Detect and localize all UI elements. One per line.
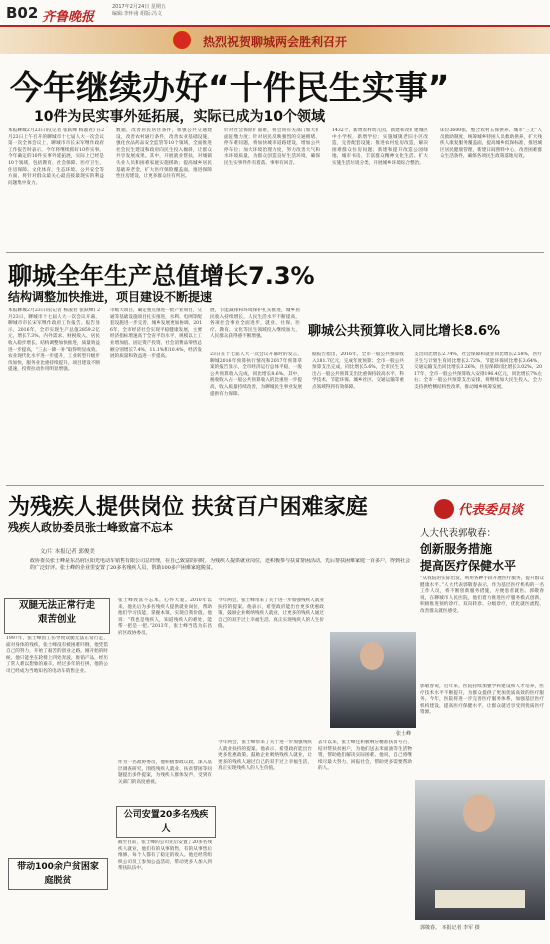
story4-column-5: 去年以来，张士峰还积极响应精准扶贫号召，结对帮扶贫困户，为他们送去米面油等生活物资，帮助他们解决实际困难。他说，自己将继续尽最大努力，回报社会，帮助更多需要帮助的人。 — [318, 740, 412, 772]
page-number: B02 — [6, 4, 39, 22]
rep-body-2: 郭敬春说，近年来，医院持续加强学科建设和人才培养，医疗技术水平不断提升，为群众提供了更加优质高效的医疗服务。今年，医院将进一步完善医疗服务体系，加强基层医疗机构建设，提高医疗保健水平，让群众就近享受到优质医疗资源。 — [420, 684, 544, 716]
subhead-box-3 — [116, 806, 216, 838]
subhead-1-line-2: 艰苦创业 — [37, 614, 76, 625]
subhead-box-2 — [8, 858, 108, 890]
story2-headline: 聊城全年生产总值增长7.3% — [8, 262, 315, 290]
rep-column-header — [434, 497, 542, 521]
subhead-2: 带动100余户贫困家庭脱贫 — [17, 862, 99, 886]
photo-zhang-shifeng — [330, 632, 416, 728]
subhead-box-1 — [4, 598, 110, 634]
story4-column-2b: 作为一名政协委员，他积极参政议政，深入基层调查研究，围绕残疾人就业、扶贫帮困等问题提出多件提案，为残疾人群体发声，受到有关部门的高度重视。 — [118, 760, 212, 785]
story1-column-1: 本报聊城2月23日讯(记者 张跃峰 杨淑君) 在2月23日上午召开的聊城市十七届人大一次会议第一次全体会议上，聊城市市长宋军继作政府工作报告时表示，今年将继续抓好10件实事。今年确定的10件实事外延拓展，实际上已经是10个领域，包括教育、社会保障、医疗卫生、住房保障、文化体育、生态环境、公共安全等方面，将针对群众最关心最直接最现实的利益问题集中发力。 — [8, 128, 104, 186]
newspaper-logo: 齐鲁晚报 — [42, 10, 95, 25]
story1-column-5: 床位3600张，整合农村五保供养、城市“三无”人员救助制度，统筹城乡特困人员救助供养，扩大残疾人康复服务覆盖面，提高城乡低保标准，推进城区居民健康管理，新建日间照料中心，改善困难群众生活条件，确保各项民生政策落地见效。 — [440, 128, 542, 160]
issue-date: 2017年2月24日 星期五 — [112, 4, 166, 10]
subhead-3: 公司安置20多名残疾人 — [123, 810, 209, 834]
story1-subtitle: 10件为民实事外延拓展，实际已成为10个领域 — [34, 109, 325, 125]
story3-headline: 聊城公共预算收入同比增长8.6% — [308, 324, 501, 339]
story1-headline: 今年继续办好“十件民生实事” — [10, 68, 450, 107]
subhead-1-line-1: 双腿无法正常行走 — [18, 600, 95, 611]
story1-column-3: 针对社会保险扩面难，将会同有关部门加大扩面征缴力度；针对居民反映强烈的交通拥堵、停车难问题，将加快城市道路建设，增加公共停车位；加大环境治理力度，努力改善大气和水环境质量，为群众创造良好生活环境，确保民生实事件件有着落、事事有回音。 — [224, 128, 320, 166]
story3-column-1: 23日在十七届人大一次会议开幕时的发言，聊城2016年预算执行情况和2017年预算草案的报告显示，全市经济运行总体平稳，一般公共预算收入完成，同比增长8.6%。其中，税收收入占一般公共预算收入的比重进一步提高，收入质量持续改善，为聊城民生事业发展提供有力保障。 — [210, 352, 302, 397]
rep-name: 人大代表郭敬春： — [420, 528, 497, 539]
rep-title-line-2: 提高医疗保健水平 — [420, 559, 517, 573]
portrait-face-icon — [360, 642, 384, 670]
story3-column-2: 据报告指出，2016年，全市一般公共预算收入181.7亿元，完成年度预算；全市一般公共预算支出完成，同比增长5.6%，全市民生支出占一般公共预算支出比重保持较高水平，科学技术、节能环保、城乡社区、交通运输等重点领域得到有效保障。 — [312, 352, 404, 390]
story4-byline: 文/片 本报记者 郭俊美 — [40, 549, 95, 555]
story2-column-3: 展，节能减排和环境保护扎实推进，城乡居民收入持续增长，人民生活水平不断提高，各项社会事业全面进步，就业、社保、医疗、教育、文化等民生领域投入继续加大，人民群众获得感不断增强。 — [210, 308, 300, 340]
rep-column-title: 代表委员谈 — [458, 503, 524, 518]
story1-column-2: 数据，改善居民居住条件，加强公共交通建设，改善农村通行条件，改善农业基础设施，强化食品药品安全监管等10个领域，全面推进社会民生建设和政府向民生投入倾斜，让群众共享发展成果。其中，开展就业帮扶，对城镇失业人员和困难家庭实施援助；提高城乡居民基础养老金，扩大医疗保险覆盖面，推进保障性住房建设，让更多群众住有所居。 — [116, 128, 212, 180]
story4-column-4-top: 今年两会，张士峰带来了关于进一步加强残疾人就业扶持的提案。他表示，希望政府能出台更多优惠政策，鼓励企业吸纳残疾人就业，让更多的残疾人通过自己的双手过上幸福生活，真正实现残疾人的人生价值。 — [218, 598, 324, 630]
portrait-face-icon — [463, 794, 495, 832]
section-divider — [6, 252, 544, 253]
story4-column-2: 张士峰致富不忘本，心怀大爱。2010年以来，他先后为多名残疾人提供就业岗位，帮助他们学习技能，掌握本领，实现自我价值。他说：“我也是残疾人，知道残疾人的难处，能帮一把是一把。”2013年，张士峰当选为东昌府区政协委员。 — [118, 598, 212, 636]
story2-subtitle: 结构调整加快推进，项目建设不断提速 — [8, 290, 213, 304]
story4-column-3: 截至目前，张士峰的公司先后安置了20多名残疾人就业，他们有的从事销售，有的从事售后维修，每个人都有了稳定的收入。他还经常组织公司员工参加公益活动，带动更多人加入到帮扶队伍中。 — [118, 840, 212, 872]
story4-column-1: 1997年，张士峰因工伤导致双腿无法正常行走，面对身体的残疾，张士峰没有被困难吓倒，他凭借自己的努力，开始了艰苦的创业之路。刚开始的时候，他只能坐在轮椅上四处奔波，推销产品，经历了常人难以想象的艰辛。经过多年的打拼，他的公司已经成为当地知名的电动车销售企业。 — [6, 636, 108, 674]
name-plate — [435, 890, 525, 908]
photo-caption: 张士峰 — [396, 731, 412, 737]
story1-column-4: 1432个，新增农村幼儿园，新建和改扩建城区中小学校，新增学位；实施城镇老旧小区改造，完善配套设施；推进农村危房改造，解决困难群众住房问题；新建和提升改造公园绿地、城市书房，丰富群众精神文化生活。扩大实施生活垃圾分类，开展城乡环境综合整治。 — [332, 128, 428, 166]
story4-column-4: 今年两会，张士峰带来了关于进一步加强残疾人就业扶持的提案。他表示，希望政府能出台更多优惠政策，鼓励企业吸纳残疾人就业，让更多的残疾人通过自己的双手过上幸福生活，真正实现残疾人的人生价值。 — [218, 740, 312, 772]
story4-lead: 政协委员张士峰是东昌府区阳光电动车销售有限公司总经理，在自己致富的同时，为残疾人提供就业岗位，还积极参与扶贫帮困活动，先后帮扶困难家庭一百多户，得到社会的广泛好评。张士峰的企业里安置了20多名残疾人员，帮助100多户困难家庭脱贫。 — [30, 558, 410, 571]
story2-column-1: 本报聊城2月23日讯(记者 杨淑君 张跃峰) 2月23日，聊城市十七届人大一次会议开幕，聊城市市长宋军继作政府工作报告。报告显示，2016年，全市实现生产总值2859.2亿元，增长7.3%，内外需求、财税收入、居民收入稳步增长。结构调整加快推进，质量效益进一步提高，“三去一降一补”取得明显成效。农业现代化水平进一步提升，工业转型升级步伐加快，服务业比重持续提升。项目建设不断提速，投资拉动作用明显增强。 — [8, 308, 100, 373]
banner-title: 热烈祝贺聊城两会胜利召开 — [202, 35, 347, 49]
story4-subtitle: 残疾人政协委员张士峰致富不忘本 — [8, 521, 173, 534]
story2-column-2: 市级大项目，确定重点推进一批产业项目，交通等基础设施项目扎实推进，水利、电网等配套设施进一步完善，城乡发展更加协调。2016年，全市经济社会实现平稳健康发展，主要经济指标增速高于全省平均水平，规模以上工业增加值、固定资产投资、社会消费品零售总额分别增长7.4%、11.1%和10.4%，经济发展的质量和效益进一步提高。 — [110, 308, 202, 360]
badge-icon — [434, 499, 454, 519]
photo-guo-jingchun — [415, 780, 545, 920]
story3-column-3: 支出同比增长2.74%，社会保障和就业同比增长2.58%，医疗卫生与计划生育同比增长2.72%，节能环保同比增长3.64%，交通运输支出同比增长3.26%，住房保障同比增长3.02%。2017年，全市一般公共预算收入安排196.4亿元，同比增长7%左右；全市一般公共预算支出安排，将继续加大民生投入，全力支持供给侧结构性改革，推动城乡统筹发展。 — [414, 352, 542, 390]
section-divider-2 — [6, 485, 544, 486]
rep-body-1: “从我院的实际出发，利用各种手段开展医疗服务，提升群众健康水平。”人大代表郭敬春表示，作为基层医疗机构的一名工作人员，将不断创新服务措施，方便患者就医。郭敬春说，在聊城市人民医院，他们着力推进医疗服务模式创新，积极推进预约诊疗、双向转诊、分级诊疗，优化就医流程，改善群众就医感受。 — [420, 576, 544, 614]
rep-title-line-1: 创新服务措施 — [420, 542, 493, 556]
rep-photo-caption: 郭敬春。 本报记者 李军 摄 — [420, 925, 480, 931]
editors: 编辑:李怀甫 组版:冯文 — [112, 11, 162, 17]
issue-meta — [112, 4, 166, 18]
story4-headline: 为残疾人提供岗位 扶贫百户困难家庭 — [8, 495, 368, 520]
